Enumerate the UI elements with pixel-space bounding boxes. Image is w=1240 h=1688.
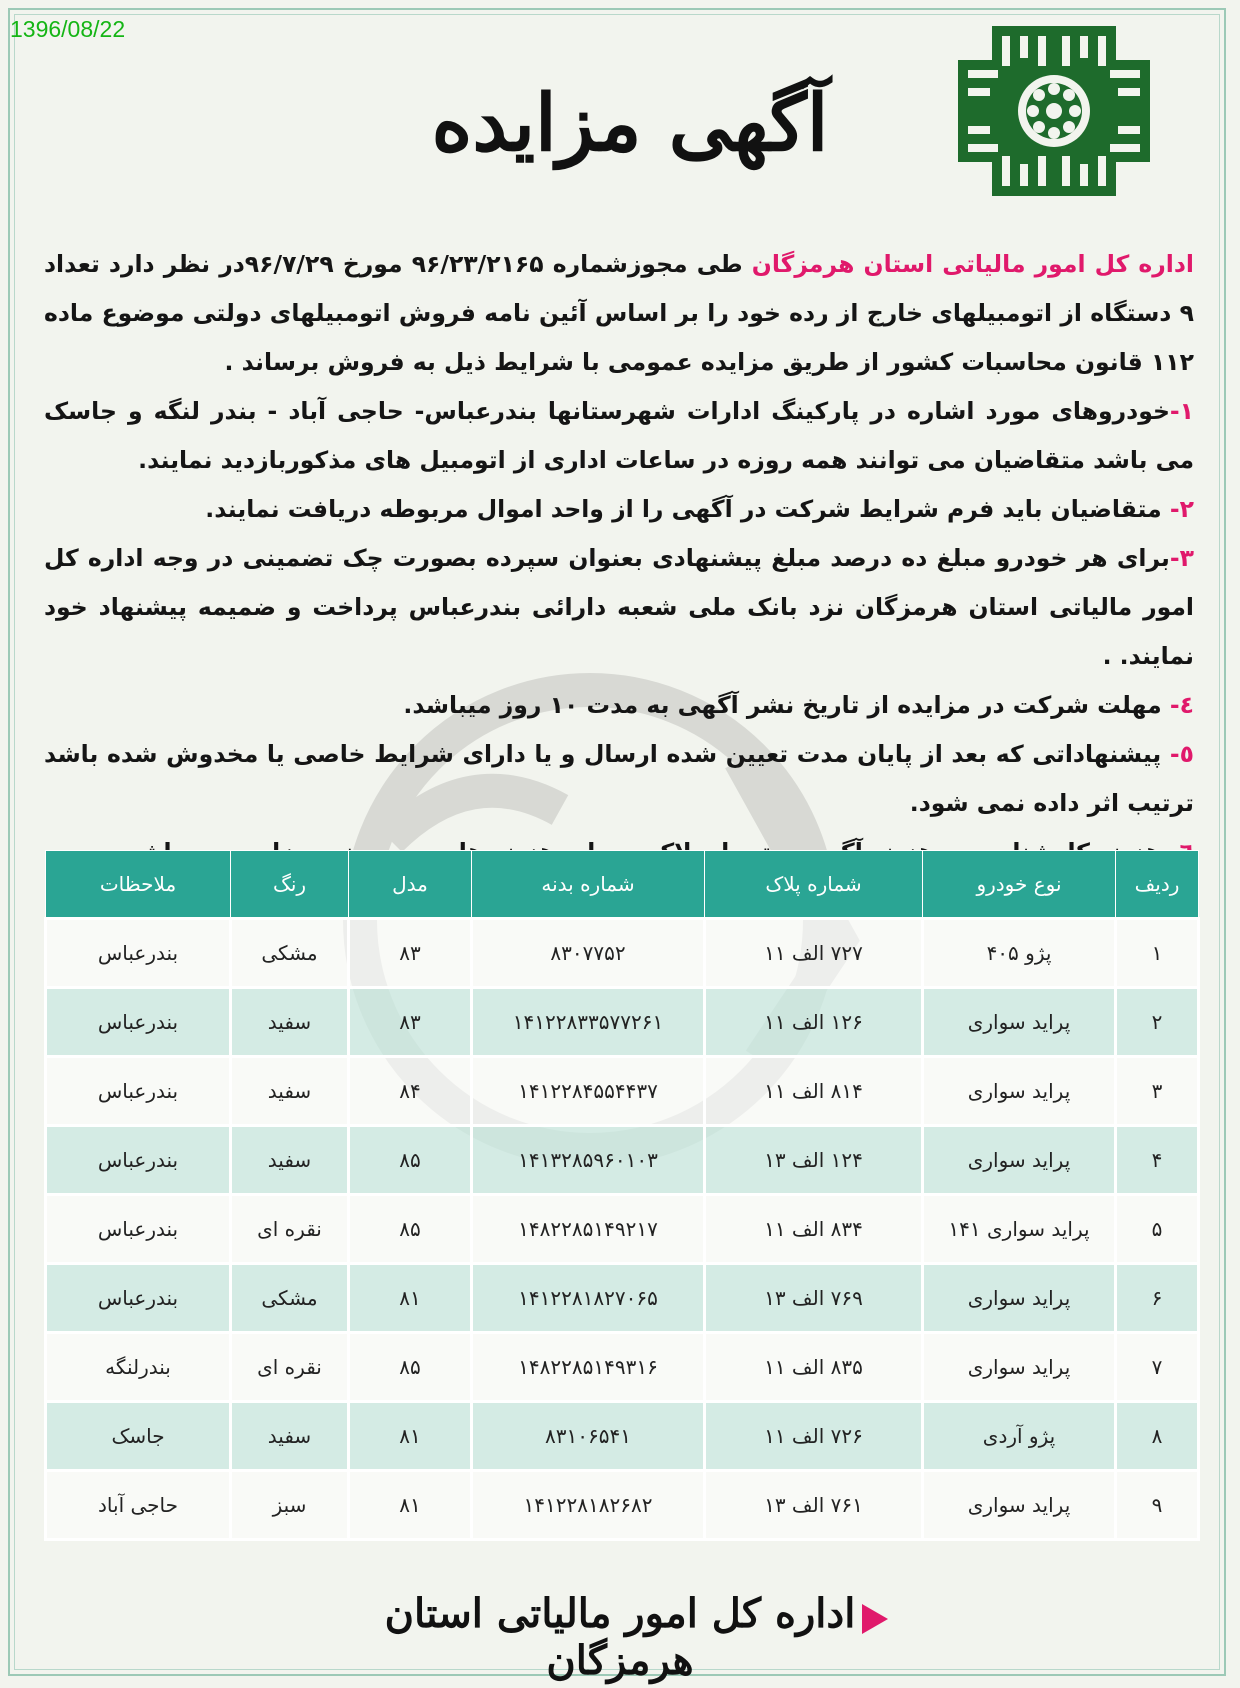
table-cell: ۸۵ bbox=[349, 1333, 472, 1402]
table-cell: ۸۳۵ الف ۱۱ bbox=[705, 1333, 923, 1402]
table-cell: ۸۳ bbox=[349, 919, 472, 988]
table-cell: بندرلنگه bbox=[46, 1333, 231, 1402]
table-row bbox=[46, 1126, 1199, 1195]
table-cell: سفید bbox=[231, 988, 349, 1057]
footer-signature: اداره کل امور مالیاتی استان هرمزگان bbox=[384, 1590, 856, 1684]
condition-item: ٤- مهلت شرکت در مزایده از تاریخ نشر آگهی به مدت ۱۰ روز میباشد. bbox=[403, 691, 1194, 719]
table-cell: ۱۲۶ الف ۱۱ bbox=[705, 988, 923, 1057]
table-cell: نقره ای bbox=[231, 1195, 349, 1264]
table-cell: مشکی bbox=[231, 919, 349, 988]
table-cell: حاجی آباد bbox=[46, 1471, 231, 1540]
table-row bbox=[46, 1402, 1199, 1471]
table-cell: ۸۳۰۷۷۵۲ bbox=[472, 919, 705, 988]
table-cell: ۸۴ bbox=[349, 1057, 472, 1126]
table-row bbox=[46, 1333, 1199, 1402]
table-cell: پراید سواری bbox=[923, 988, 1116, 1057]
table-cell: ۸۳ bbox=[349, 988, 472, 1057]
table-cell: ۵ bbox=[1116, 1195, 1199, 1264]
table-cell: بندرعباس bbox=[46, 1126, 231, 1195]
table-cell: ۷۲۶ الف ۱۱ bbox=[705, 1402, 923, 1471]
table-cell: ۱۲۴ الف ۱۳ bbox=[705, 1126, 923, 1195]
table-cell: ۷۲۷ الف ۱۱ bbox=[705, 919, 923, 988]
condition-item: ۲- متقاضیان باید فرم شرایط شرکت در آگهی را از واحد اموال مربوطه دریافت نمایند. bbox=[205, 495, 1194, 523]
table-cell: بندرعباس bbox=[46, 919, 231, 988]
table-cell: ۱۴۱۳۲۸۵۹۶۰۱۰۳ bbox=[472, 1126, 705, 1195]
table-cell: ۸ bbox=[1116, 1402, 1199, 1471]
column-header: نوع خودرو bbox=[923, 851, 1116, 919]
table-cell: ۸۱ bbox=[349, 1402, 472, 1471]
table-cell: ۱۴۱۲۲۸۱۸۲۶۸۲ bbox=[472, 1471, 705, 1540]
table-cell: پراید سواری bbox=[923, 1057, 1116, 1126]
table-cell: ۶ bbox=[1116, 1264, 1199, 1333]
column-header: شماره پلاک bbox=[705, 851, 923, 919]
table-cell: ۱۴۱۲۲۸۴۵۵۴۴۳۷ bbox=[472, 1057, 705, 1126]
table-header-row bbox=[46, 851, 1199, 919]
table-cell: ۷ bbox=[1116, 1333, 1199, 1402]
vehicles-table bbox=[44, 850, 1200, 1541]
table-row bbox=[46, 919, 1199, 988]
table-cell: بندرعباس bbox=[46, 1264, 231, 1333]
table-cell: ۱۴۸۲۲۸۵۱۴۹۳۱۶ bbox=[472, 1333, 705, 1402]
table-cell: ۱۴۱۲۲۸۳۳۵۷۷۲۶۱ bbox=[472, 988, 705, 1057]
table-cell: سبز bbox=[231, 1471, 349, 1540]
table-cell: پراید سواری ۱۴۱ bbox=[923, 1195, 1116, 1264]
table-cell: ۷۶۹ الف ۱۳ bbox=[705, 1264, 923, 1333]
table-cell: ۹ bbox=[1116, 1471, 1199, 1540]
table-row bbox=[46, 1057, 1199, 1126]
table-cell: بندرعباس bbox=[46, 988, 231, 1057]
table-cell: ۸۱ bbox=[349, 1264, 472, 1333]
table-cell: بندرعباس bbox=[46, 1195, 231, 1264]
table-cell: سفید bbox=[231, 1126, 349, 1195]
table-cell: ۸۱۴ الف ۱۱ bbox=[705, 1057, 923, 1126]
announcement-body bbox=[44, 240, 1194, 877]
table-cell: ۸۳۴ الف ۱۱ bbox=[705, 1195, 923, 1264]
table-cell: ۱ bbox=[1116, 919, 1199, 988]
column-header: ردیف bbox=[1116, 851, 1199, 919]
page-title: آگهی مزایده bbox=[431, 78, 829, 169]
table-cell: ۴ bbox=[1116, 1126, 1199, 1195]
table-cell: ۸۳۱۰۶۵۴۱ bbox=[472, 1402, 705, 1471]
condition-item: ۱-خودروهای مورد اشاره در پارکینگ ادارات شهرستانها بندرعباس- حاجی آباد - بندر لنگه و جاسک می باشد متقاضیان می توانند همه روزه در ساعات اداری از اتومبیل های مذکوربازدید نمایند. bbox=[44, 397, 1194, 474]
table-cell: پژو آردی bbox=[923, 1402, 1116, 1471]
intro-text: طی مجوزشماره ۹۶/۲۳/۲۱۶۵ مورخ ۹۶/۷/۲۹در نظر دارد تعداد ۹ دستگاه از اتومبیلهای خارج از رده خود را بر اساس آئین نامه فروش اتومبیلهای دولتی موضوع ماده ۱۱۲ قانون محاسبات کشور از طریق مزایده عمومی با شرایط ذیل به فروش برساند . bbox=[44, 250, 1194, 376]
table-row bbox=[46, 1264, 1199, 1333]
table-cell: ۷۶۱ الف ۱۳ bbox=[705, 1471, 923, 1540]
table-cell: بندرعباس bbox=[46, 1057, 231, 1126]
table-cell: نقره ای bbox=[231, 1333, 349, 1402]
tax-organization-logo bbox=[958, 26, 1150, 196]
table-cell: پراید سواری bbox=[923, 1471, 1116, 1540]
table-cell: سفید bbox=[231, 1402, 349, 1471]
table-cell: ۸۵ bbox=[349, 1195, 472, 1264]
column-header: ملاحظات bbox=[46, 851, 231, 919]
table-cell: ۳ bbox=[1116, 1057, 1199, 1126]
column-header: مدل bbox=[349, 851, 472, 919]
column-header: رنگ bbox=[231, 851, 349, 919]
table-cell: پراید سواری bbox=[923, 1333, 1116, 1402]
table-cell: پراید سواری bbox=[923, 1264, 1116, 1333]
table-cell: ۱۴۱۲۲۸۱۸۲۷۰۶۵ bbox=[472, 1264, 705, 1333]
column-header: شماره بدنه bbox=[472, 851, 705, 919]
table-cell: پژو ۴۰۵ bbox=[923, 919, 1116, 988]
table-cell: مشکی bbox=[231, 1264, 349, 1333]
condition-item: ۳-برای هر خودرو مبلغ ده درصد مبلغ پیشنهادی بعنوان سپرده بصورت چک تضمینی در وجه اداره کل امور مالیاتی استان هرمزگان نزد بانک ملی شعبه دارائی بندرعباس پرداخت و ضمیمه پیشنهاد خود نمایند. . bbox=[44, 544, 1194, 670]
table-cell: سفید bbox=[231, 1057, 349, 1126]
table-body bbox=[46, 919, 1199, 1540]
table-cell: ۱۴۸۲۲۸۵۱۴۹۲۱۷ bbox=[472, 1195, 705, 1264]
table-cell: ۸۱ bbox=[349, 1471, 472, 1540]
table-row bbox=[46, 988, 1199, 1057]
organization-name: اداره کل امور مالیاتی استان هرمزگان bbox=[751, 250, 1194, 278]
condition-item: ٥- پیشنهاداتی که بعد از پایان مدت تعیین شده ارسال و یا دارای شرایط خاصی یا مخدوش شده باشد ترتیب اثر داده نمی شود. bbox=[44, 740, 1194, 817]
table-row bbox=[46, 1471, 1199, 1540]
table-row bbox=[46, 1195, 1199, 1264]
intro-paragraph bbox=[44, 240, 1194, 387]
table-cell: پراید سواری bbox=[923, 1126, 1116, 1195]
table-cell: ۲ bbox=[1116, 988, 1199, 1057]
table-cell: ۸۵ bbox=[349, 1126, 472, 1195]
table-cell: جاسک bbox=[46, 1402, 231, 1471]
date-stamp: 1396/08/22 bbox=[10, 16, 126, 42]
